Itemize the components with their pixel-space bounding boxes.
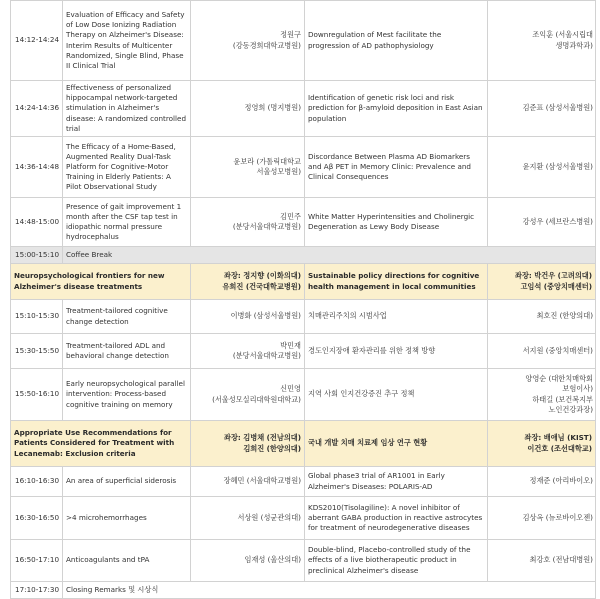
session-title: Sustainable policy directions for cognitive health management in local communities (305, 264, 488, 300)
table-row (11, 334, 596, 369)
talk-title: 치매관리주치의 시범사업 (305, 300, 488, 334)
talk-title: >4 microhemorrhages (63, 497, 191, 540)
time-cell: 15:00-15:10 (11, 247, 63, 264)
session-chair: 좌장: 박건우 (고려의대) 고임석 (중앙치매센터) (488, 264, 596, 300)
speaker: 김상옥 (뉴로바이오젠) (488, 497, 596, 540)
speaker: 서상원 (성균관의대) (191, 497, 305, 540)
session-title: 국내 개발 치매 치료제 임상 연구 현황 (305, 421, 488, 467)
table-row (11, 1, 596, 81)
time-cell: 16:30-16:50 (11, 497, 63, 540)
session-chair: 좌장: 정지향 (이화의대) 유희진 (건국대학교병원) (191, 264, 305, 300)
talk-title: Treatment-tailored cognitive change detection (63, 300, 191, 334)
table-row (11, 497, 596, 540)
table-row (11, 198, 596, 247)
talk-title: Evaluation of Efficacy and Safety of Low Dose Ionizing Radiation Therapy on Alzheimer's Disease: Interim Results of Multicenter Randomized, Single Blind, Phase II Clinical Trial (63, 1, 191, 81)
session-chair: 좌장: 김병채 (전남의대) 김희진 (한양의대) (191, 421, 305, 467)
talk-title: 지역 사회 인지건강증진 추구 정책 (305, 369, 488, 421)
speaker: 정재준 (아리바이오) (488, 467, 596, 497)
speaker: 양영순 (대한치매학회 보험이사) 하태길 (보건복지부 노인건강과장) (488, 369, 596, 421)
time-cell: 14:24-14:36 (11, 81, 63, 137)
talk-title: Anticoagulants and tPA (63, 540, 191, 582)
table-row (11, 540, 596, 582)
time-cell: 15:50-16:10 (11, 369, 63, 421)
talk-title: Identification of genetic risk loci and risk prediction for β-amyloid deposition in East Asian population (305, 81, 488, 137)
speaker: 임재성 (울산의대) (191, 540, 305, 582)
session-title: Neuropsychological frontiers for new Alzheimer's disease treatments (11, 264, 191, 300)
closing-row (11, 582, 596, 599)
talk-title: Treatment-tailored ADL and behavioral change detection (63, 334, 191, 369)
table-row (11, 300, 596, 334)
speaker: 조익훈 (서울시립대 생명과학과) (488, 1, 596, 81)
speaker: 김준표 (삼성서울병원) (488, 81, 596, 137)
speaker: 정원구 (강동경희대학교병원) (191, 1, 305, 81)
table-row (11, 81, 596, 137)
break-label: Coffee Break (63, 247, 596, 264)
coffee-break-row (11, 247, 596, 264)
speaker: 강성우 (세브란스병원) (488, 198, 596, 247)
speaker: 장혜민 (서울대학교병원) (191, 467, 305, 497)
speaker: 박민재 (분당서울대학교병원) (191, 334, 305, 369)
speaker: 최호진 (한양의대) (488, 300, 596, 334)
time-cell: 15:30-15:50 (11, 334, 63, 369)
talk-title: KDS2010(Tisolagiline): A novel inhibitor of aberrant GABA production in reactive astrocytes for treatment of neurodegenerative diseases (305, 497, 488, 540)
session-header (11, 421, 596, 467)
speaker: 신민영 (서울성모실리대학원대학교) (191, 369, 305, 421)
speaker: 윤지환 (삼성서울병원) (488, 137, 596, 198)
speaker: 윤보라 (가톨릭대학교 서울성모병원) (191, 137, 305, 198)
session-title: Appropriate Use Recommendations for Patients Considered for Treatment with Lecanemab: Exclusion criteria (11, 421, 191, 467)
session-chair: 좌장: 배애님 (KIST) 이건호 (조선대학교) (488, 421, 596, 467)
speaker: 김민주 (분당서울대학교병원) (191, 198, 305, 247)
time-cell: 14:12-14:24 (11, 1, 63, 81)
table-row (11, 369, 596, 421)
talk-title: Downregulation of Mest facilitate the progression of AD pathophysiology (305, 1, 488, 81)
talk-title: An area of superficial siderosis (63, 467, 191, 497)
time-cell: 17:10-17:30 (11, 582, 63, 599)
program-table (10, 0, 596, 599)
speaker: 최강호 (전남대병원) (488, 540, 596, 582)
talk-title: 경도인지장애 환자관리를 위한 정책 방향 (305, 334, 488, 369)
time-cell: 14:48-15:00 (11, 198, 63, 247)
talk-title: Global phase3 trial of AR1001 in Early Alzheimer's Diseases: POLARIS-AD (305, 467, 488, 497)
closing-label: Closing Remarks 및 시상식 (63, 582, 596, 599)
time-cell: 14:36-14:48 (11, 137, 63, 198)
time-cell: 15:10-15:30 (11, 300, 63, 334)
time-cell: 16:50-17:10 (11, 540, 63, 582)
session-header (11, 264, 596, 300)
table-row (11, 467, 596, 497)
table-row (11, 137, 596, 198)
talk-title: Presence of gait improvement 1 month after the CSF tap test in idiopathic normal pressure hydrocephalus (63, 198, 191, 247)
speaker: 서지원 (중앙치매센터) (488, 334, 596, 369)
talk-title: Early neuropsychological parallel intervention: Process-based cognitive training on memory (63, 369, 191, 421)
talk-title: Effectiveness of personalized hippocampal network-targeted stimulation in Alzheimer's disease: A randomized controlled trial (63, 81, 191, 137)
speaker: 정영희 (명지병원) (191, 81, 305, 137)
talk-title: Discordance Between Plasma AD Biomarkers and Aβ PET in Memory Clinic: Prevalence and Clinical Consequences (305, 137, 488, 198)
talk-title: Double-blind, Placebo-controlled study of the effects of a live biotherapeutic product in preclinical Alzheimer's disease (305, 540, 488, 582)
talk-title: The Efficacy of a Home-Based, Augmented Reality Dual-Task Platform for Cognitive-Motor Training in Elderly Patients: A Pilot Observational Study (63, 137, 191, 198)
time-cell: 16:10-16:30 (11, 467, 63, 497)
talk-title: White Matter Hyperintensities and Cholinergic Degeneration as Lewy Body Disease (305, 198, 488, 247)
speaker: 이병화 (삼성서울병원) (191, 300, 305, 334)
